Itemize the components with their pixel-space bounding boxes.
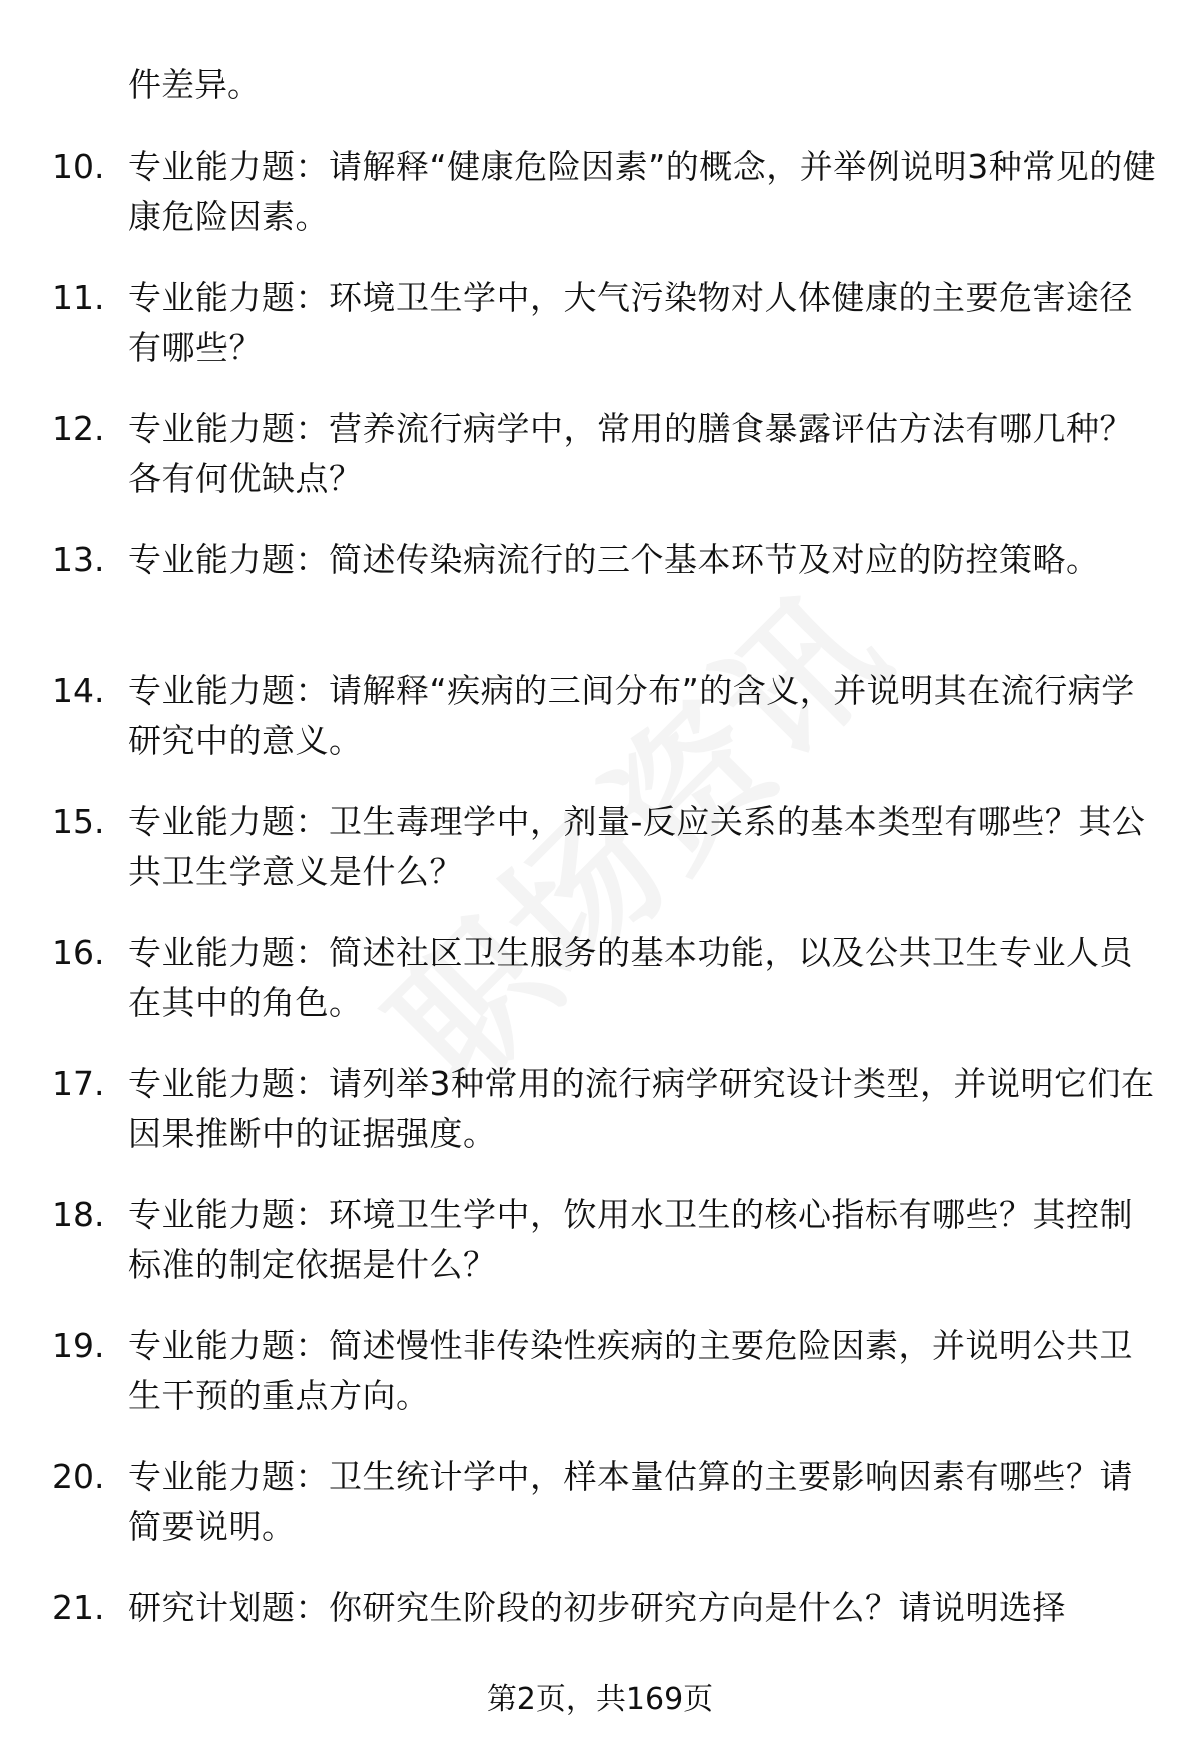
question-text: 专业能力题：请解释“疾病的三间分布”的含义，并说明其在流行病学研究中的意义。 (128, 671, 1135, 760)
question-number: 21. (52, 1588, 105, 1627)
question-list (0, 142, 1200, 1714)
question-text: 专业能力题：环境卫生学中，大气污染物对人体健康的主要危害途径有哪些？ (128, 278, 1133, 367)
question-item (0, 797, 1200, 928)
question-number: 18. (52, 1195, 105, 1234)
question-text: 专业能力题：请列举3种常用的流行病学研究设计类型，并说明它们在因果推断中的证据强度。 (128, 1064, 1155, 1153)
question-item (0, 1321, 1200, 1452)
question-text: 专业能力题：简述慢性非传染性疾病的主要危险因素，并说明公共卫生干预的重点方向。 (128, 1326, 1133, 1415)
question-text: 研究计划题：你研究生阶段的初步研究方向是什么？请说明选择 (128, 1588, 1066, 1627)
question-item (0, 273, 1200, 404)
question-text: 专业能力题：营养流行病学中，常用的膳食暴露评估方法有哪几种？各有何优缺点？ (128, 409, 1133, 498)
question-text: 专业能力题：简述传染病流行的三个基本环节及对应的防控策略。 (128, 540, 1100, 579)
question-item (0, 928, 1200, 1059)
question-item (0, 1190, 1200, 1321)
question-text: 专业能力题：环境卫生学中，饮用水卫生的核心指标有哪些？其控制标准的制定依据是什么？ (128, 1195, 1133, 1284)
question-item (0, 666, 1200, 797)
question-item (0, 142, 1200, 273)
question-number: 10. (52, 147, 105, 186)
page-footer: 第2页，共169页 (486, 1682, 714, 1717)
question-number: 14. (52, 671, 105, 710)
question-item (0, 535, 1200, 666)
question-number: 15. (52, 802, 105, 841)
question-item (0, 404, 1200, 535)
question-number: 16. (52, 933, 105, 972)
question-number: 17. (52, 1064, 105, 1103)
question-number: 19. (52, 1326, 105, 1365)
question-text: 专业能力题：请解释“健康危险因素”的概念，并举例说明3种常见的健康危险因素。 (128, 147, 1157, 236)
question-item (0, 1059, 1200, 1190)
question-text: 专业能力题：卫生毒理学中，剂量-反应关系的基本类型有哪些？其公共卫生学意义是什么？ (128, 802, 1146, 891)
question-number: 13. (52, 540, 105, 579)
continuation-text: 件差异。 (128, 65, 260, 104)
question-text: 专业能力题：卫生统计学中，样本量估算的主要影响因素有哪些？请简要说明。 (128, 1457, 1133, 1546)
question-number: 20. (52, 1457, 105, 1496)
question-item (0, 1452, 1200, 1583)
question-number: 11. (52, 278, 105, 317)
question-number: 12. (52, 409, 105, 448)
question-text: 专业能力题：简述社区卫生服务的基本功能，以及公共卫生专业人员在其中的角色。 (128, 933, 1133, 1022)
